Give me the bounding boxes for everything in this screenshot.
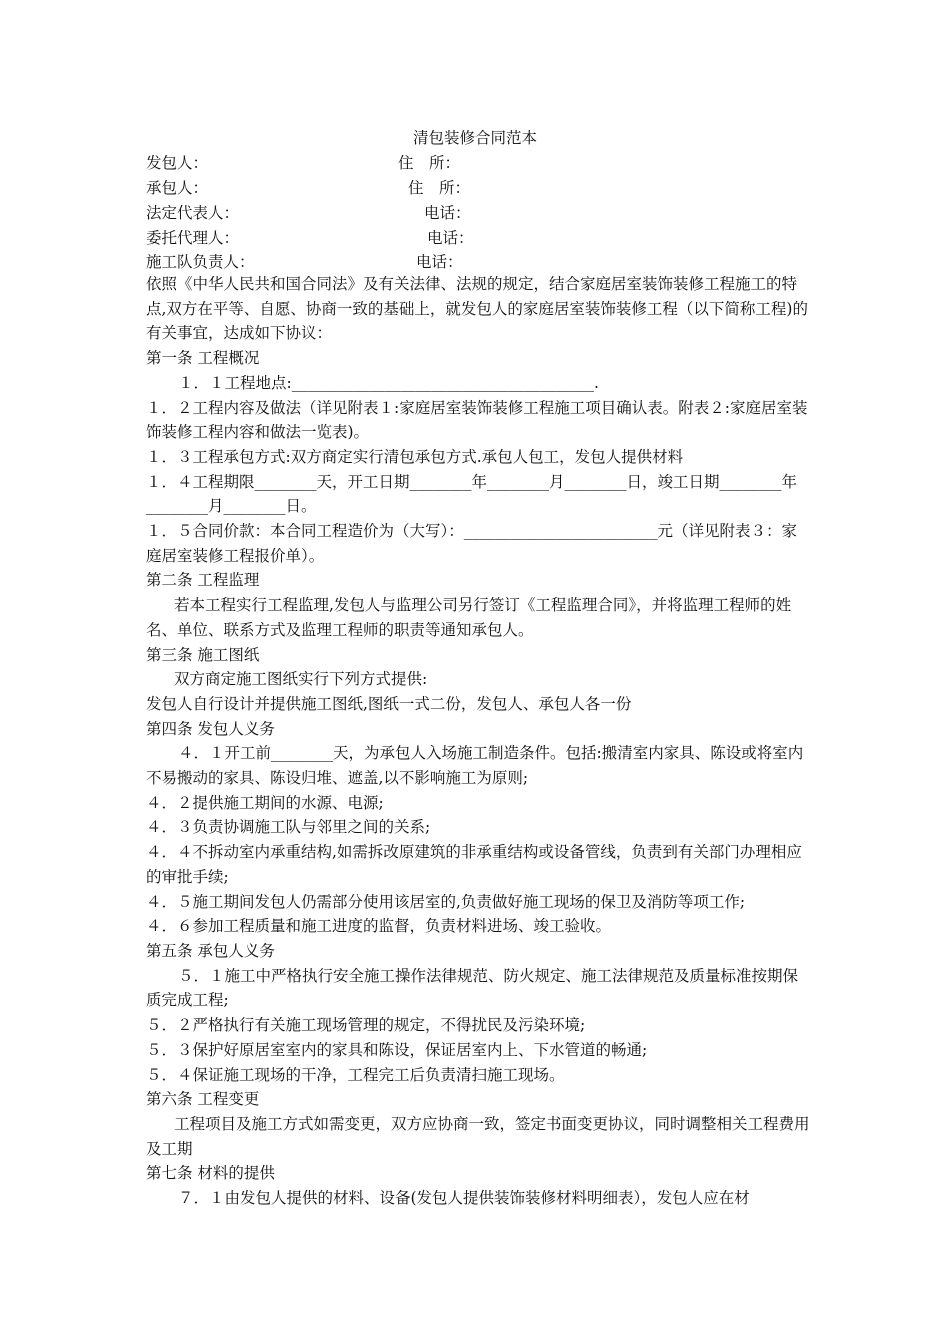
intro-paragraph: 依照《中华人民共和国合同法》及有关法律、法规的规定，结合家庭居室装饰装修工程施工的特点,双方在平等、自愿、协商一致的基础上，就发包人的家庭居室装饰装修工程（以下简称工程)的有关事宜，达成如下协议： xyxy=(146,275,808,343)
header-row-client xyxy=(146,151,846,175)
header-row-contractor xyxy=(146,176,846,200)
client-address-label: 住 所： xyxy=(398,154,461,172)
contractor-address-label: 住 所： xyxy=(408,179,471,197)
legal-rep-label: 法定代表人： xyxy=(146,204,240,222)
clause-5-3: ５．３保护好原居室室内的家具和陈设，保证居室内上、下水管道的畅通; xyxy=(146,1040,648,1059)
header-row-agent xyxy=(146,226,846,250)
section-3-heading: 第三条 施工图纸 xyxy=(146,645,260,664)
team-lead-phone-label: 电话： xyxy=(416,253,463,271)
section-3-paragraph-2: 发包人自行设计并提供施工图纸,图纸一式二份，发包人、承包人各一份 xyxy=(146,694,632,713)
clause-1-2: １．２工程内容及做法（详见附表１:家庭居室装饰装修工程施工项目确认表。附表２:家庭居室装饰装修工程内容和做法一览表)。 xyxy=(146,398,808,442)
page-title: 清包装修合同范本 xyxy=(412,129,537,147)
contractor-label: 承包人： xyxy=(146,179,209,197)
section-2-heading: 第二条 工程监理 xyxy=(146,571,260,590)
section-7-heading: 第七条 材料的提供 xyxy=(146,1164,275,1183)
clause-5-2: ５．２严格执行有关施工现场管理的规定，不得扰民及污染环境; xyxy=(146,1016,586,1035)
header-row-legal-rep xyxy=(146,201,846,225)
section-5-heading: 第五条 承包人义务 xyxy=(146,941,275,960)
clause-4-4: ４．４不拆动室内承重结构,如需拆改原建筑的非承重结构或设备管线，负责到有关部门办理相应的审批手续; xyxy=(146,843,802,886)
agent-label: 委托代理人： xyxy=(146,229,240,247)
clause-4-1: ４．１开工前________天，为承包人入场施工制造条件。包括:搬清室内家具、陈设或将室内不易搬动的家具、陈设归堆、遮盖,以不影响施工为原则; xyxy=(146,744,804,788)
clause-1-4: １．４工程期限________天，开工日期________年________月________日，竣工日期________年________月________日。 xyxy=(146,472,798,516)
clause-7-1: ７．１由发包人提供的材料、设备(发包人提供装饰装修材料明细表），发包人应在材 xyxy=(178,1189,750,1208)
section-1-heading: 第一条 工程概况 xyxy=(146,349,260,368)
section-6-heading: 第六条 工程变更 xyxy=(146,1090,260,1109)
clause-5-4: ５．４保证施工现场的干净，工程完工后负责清扫施工现场。 xyxy=(146,1065,565,1084)
section-3-paragraph-1: 双方商定施工图纸实行下列方式提供: xyxy=(174,670,428,689)
client-label: 发包人： xyxy=(146,154,209,172)
team-lead-label: 施工队负责人： xyxy=(146,253,255,271)
clause-5-1: ５．１施工中严格执行安全施工操作法律规范、防火规定、施工法律规范及质量标准按期保质完成工程; xyxy=(146,966,799,1010)
clause-1-5: １．５合同价款：本合同工程造价为（大写）：_________________________元（详见附表３：家庭居室装修工程报价单）。 xyxy=(146,522,798,565)
clause-4-6: ４．６参加工程质量和施工进度的监督，负责材料进场、竣工验收。 xyxy=(146,917,612,936)
clause-4-3: ４．３负责协调施工队与邻里之间的关系; xyxy=(146,818,431,837)
clause-1-1: １．１工程地点:_______________________________________. xyxy=(178,373,599,392)
clause-1-3: １．３工程承包方式:双方商定实行清包承包方式.承包人包工，发包人提供材料 xyxy=(146,447,684,466)
section-2-paragraph: 若本工程实行工程监理,发包人与监理公司另行签订《工程监理合同》，并将监理工程师的姓名、单位、联系方式及监理工程师的职责等通知承包人。 xyxy=(146,596,792,639)
section-4-heading: 第四条 发包人义务 xyxy=(146,719,275,738)
agent-phone-label: 电话： xyxy=(427,229,474,247)
section-6-paragraph: 工程项目及施工方式如需变更，双方应协商一致，签定书面变更协议，同时调整相关工程费用及工期 xyxy=(146,1114,810,1158)
header-row-team-lead xyxy=(146,250,846,274)
contract-body xyxy=(146,272,810,1211)
legal-rep-phone-label: 电话： xyxy=(424,204,471,222)
clause-4-5: ４．５施工期间发包人仍需部分使用该居室的,负责做好施工现场的保卫及消防等项工作; xyxy=(146,892,746,911)
clause-4-2: ４．２提供施工期间的水源、电源; xyxy=(146,793,384,812)
